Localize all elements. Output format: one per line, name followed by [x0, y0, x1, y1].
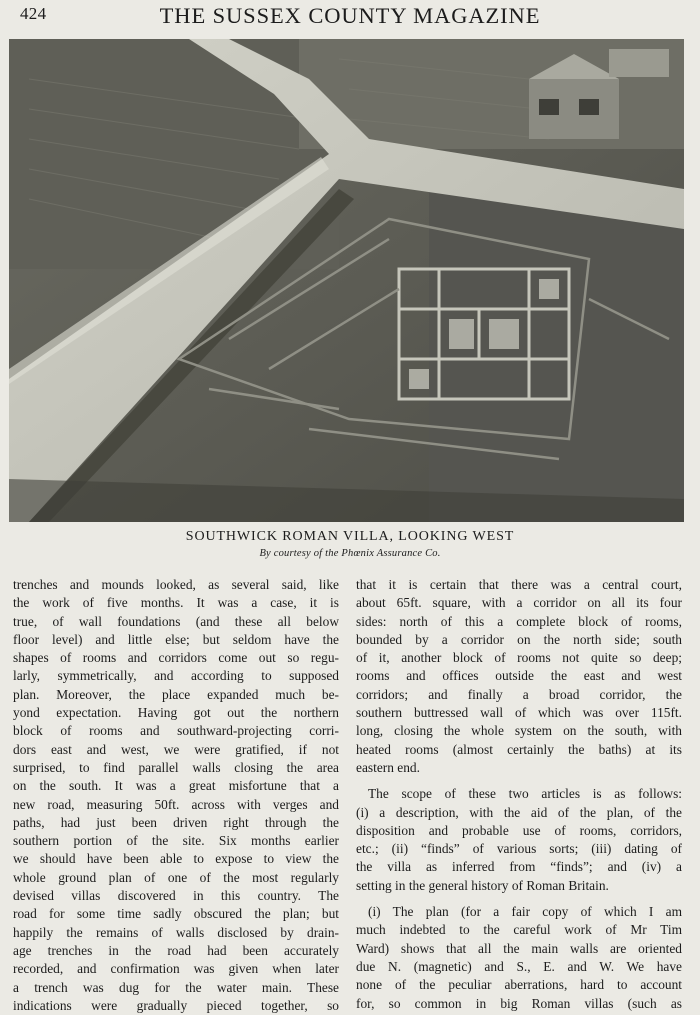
text-line: eastern end. — [356, 759, 420, 775]
text-line: that it is certain that there was a central court, — [356, 577, 682, 592]
text-line: the villa as inferred from “finds”; and (iv) a — [356, 859, 682, 875]
text-line: rooms and offices outside the east and west — [356, 668, 682, 684]
text-line: corridors; and finally a broad corridor, the — [356, 686, 682, 702]
text-line: dors east and west, we were gratified, if not — [13, 741, 339, 757]
text-line: disposition and probable use of rooms, corridors, — [356, 822, 682, 838]
text-line: road for some time sadly obscured the plan; but — [13, 906, 339, 922]
text-line: heated rooms (almost certainly the baths) at its — [356, 741, 682, 757]
text-line: paths, had just been driven right through the — [13, 814, 339, 830]
text-line: long, closing the whole system on the south, with — [356, 723, 682, 739]
text-line: (i) The plan (for a fair copy of which I am — [368, 904, 682, 920]
text-line: etc.; (ii) “finds” of various sorts; (iii) dating of — [356, 841, 682, 857]
text-line: block of rooms and southward-projecting corri- — [13, 723, 339, 739]
text-line: sides: north of this a complete block of rooms, — [356, 613, 682, 629]
text-line: southern portion of the site. Six months earlier — [13, 833, 339, 849]
aerial-photograph — [9, 39, 684, 522]
text-line: none of the peculiar aberrations, hard to account — [356, 977, 682, 993]
text-line: a trench was dug for the water main. These — [13, 979, 339, 995]
text-line: yond expectation. Having got out the northern — [13, 705, 339, 721]
text-line: recorded, and confirmation was given when later — [13, 961, 339, 977]
magazine-title: THE SUSSEX COUNTY MAGAZINE — [159, 3, 541, 28]
text-line: new road, measuring 50ft. across with verges and — [13, 796, 339, 812]
figure-caption: SOUTHWICK ROMAN VILLA, LOOKING WEST — [185, 529, 515, 544]
text-line: Ward) shows that all the main walls are oriented — [356, 940, 682, 956]
text-line: southern buttressed wall of which was over 115ft. — [356, 705, 682, 721]
text-line: we should have been able to expose to view the — [13, 851, 339, 867]
text-line: plan. Moreover, the place expanded much be- — [13, 686, 339, 702]
text-line: much indebted to the careful work of Mr Tim — [356, 922, 682, 938]
text-line: age trenches in the road had been accurately — [13, 942, 339, 958]
text-line: bounded by a corridor on the north side; south — [356, 631, 682, 647]
text-line: The scope of these two articles is as follows: — [368, 786, 682, 802]
text-line: on the south. It was a great misfortune that a — [13, 778, 339, 794]
text-line: indications were gradually pieced together, so — [13, 997, 339, 1013]
text-line: whole ground plan of one of the most regularly — [13, 869, 339, 885]
text-line: of it, another block of rooms not quite so deep; — [356, 650, 682, 666]
text-line: (i) a description, with the aid of the plan, of the — [356, 804, 682, 820]
text-line: shapes of rooms and corridors come out so regu- — [13, 650, 339, 666]
figure-credit: By courtesy of the Phœnix Assurance Co. — [259, 548, 441, 559]
text-line: trenches and mounds looked, as several said, like — [13, 577, 339, 592]
text-line: true, of wall foundations (and these all below — [13, 613, 339, 629]
article-right-column — [356, 576, 682, 1013]
text-line: for, so common in big Roman villas (such as — [356, 995, 682, 1011]
text-line: due N. (magnetic) and S., E. and W. We have — [356, 958, 682, 974]
text-line: happily the remains of walls disclosed by drain- — [13, 924, 339, 940]
page-number: 424 — [20, 4, 47, 23]
text-line: surprised, to find parallel walls closing the area — [13, 759, 339, 775]
text-line: about 65ft. square, with a corridor on all its four — [356, 595, 682, 611]
article-left-column — [13, 576, 339, 1015]
text-line: the work of five months. It was a case, it is — [13, 595, 339, 611]
text-line: devised villas discovered in this country. The — [13, 888, 339, 904]
text-line: larly, symmetrically, and according to supposed — [13, 668, 339, 684]
text-line: floor level) and little else; but seldom have the — [13, 631, 339, 647]
text-line: setting in the general history of Roman Britain. — [356, 877, 609, 893]
